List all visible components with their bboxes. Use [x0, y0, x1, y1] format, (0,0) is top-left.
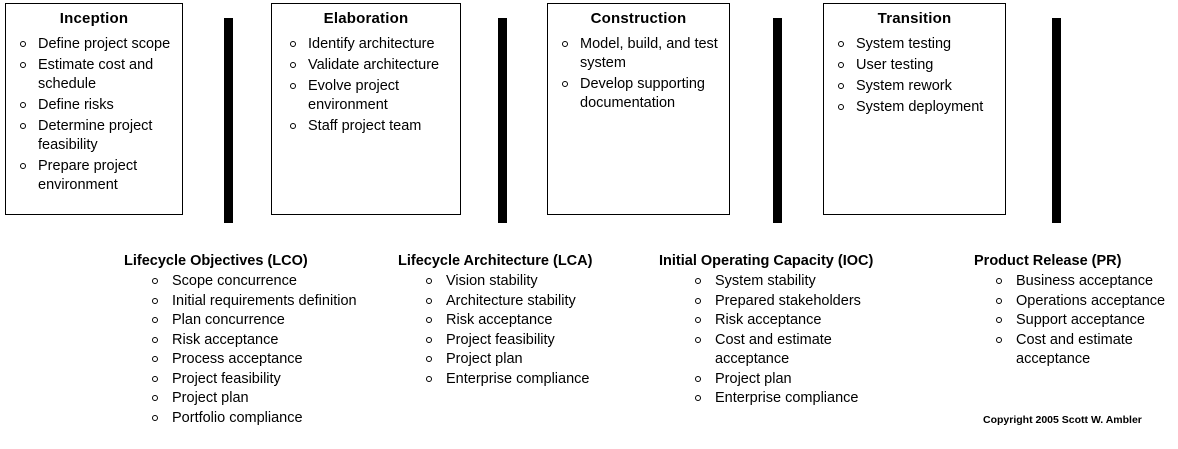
list-item: Vision stability [424, 272, 640, 292]
list-item: Prepare project environment [16, 157, 174, 195]
list-item: Define project scope [16, 35, 174, 54]
phase-items-inception [6, 35, 182, 195]
list-item: System stability [693, 272, 931, 292]
phase-box-inception [5, 3, 183, 215]
list-item: Scope concurrence [150, 272, 366, 292]
list-item: Support acceptance [994, 311, 1170, 331]
milestone-bar-lca [498, 18, 507, 223]
list-item: Enterprise compliance [693, 389, 931, 409]
milestone-items-lca [398, 272, 648, 389]
list-item: System deployment [834, 98, 997, 117]
list-item: Determine project feasibility [16, 117, 174, 155]
phase-items-transition [824, 35, 1005, 117]
list-item: Estimate cost and schedule [16, 56, 174, 94]
milestone-bar-pr [1052, 18, 1061, 223]
list-item: Identify architecture [286, 35, 452, 54]
list-item: System rework [834, 77, 997, 96]
milestone-lco [124, 253, 374, 428]
phase-title-inception: Inception [59, 10, 129, 27]
list-item: Risk acceptance [150, 331, 366, 351]
list-item: Project feasibility [424, 331, 640, 351]
list-item: Initial requirements definition [150, 292, 366, 312]
list-item: Prepared stakeholders [693, 292, 931, 312]
list-item: Develop supporting documentation [558, 75, 721, 113]
list-item: Plan concurrence [150, 311, 366, 331]
phase-box-transition [823, 3, 1006, 215]
milestone-items-ioc [659, 272, 939, 409]
phase-title-transition: Transition [877, 10, 952, 27]
list-item: Risk acceptance [424, 311, 640, 331]
list-item: Operations acceptance [994, 292, 1170, 312]
list-item: Enterprise compliance [424, 370, 640, 390]
list-item: Project feasibility [150, 370, 366, 390]
list-item: Define risks [16, 96, 174, 115]
list-item: Cost and estimate acceptance [994, 331, 1151, 370]
milestone-title-lca: Lifecycle Architecture (LCA) [398, 253, 593, 269]
list-item: Project plan [150, 389, 366, 409]
phase-items-construction [548, 35, 729, 113]
milestone-title-lco: Lifecycle Objectives (LCO) [124, 253, 308, 269]
list-item: Staff project team [286, 117, 452, 136]
list-item: Model, build, and test system [558, 35, 721, 73]
list-item: Project plan [424, 350, 640, 370]
list-item: Architecture stability [424, 292, 640, 312]
list-item: System testing [834, 35, 997, 54]
phase-box-elaboration [271, 3, 461, 215]
phase-items-elaboration [272, 35, 460, 136]
list-item: Project plan [693, 370, 931, 390]
list-item: Evolve project environment [286, 77, 452, 115]
list-item: User testing [834, 56, 997, 75]
list-item: Validate architecture [286, 56, 452, 75]
phase-title-elaboration: Elaboration [323, 10, 409, 27]
copyright-notice: Copyright 2005 Scott W. Ambler [983, 414, 1142, 426]
milestone-ioc [659, 253, 939, 409]
milestone-lca [398, 253, 648, 389]
milestone-bar-lco [224, 18, 233, 223]
list-item: Portfolio compliance [150, 409, 366, 429]
milestone-bar-ioc [773, 18, 782, 223]
milestone-items-pr [974, 272, 1178, 370]
milestone-items-lco [124, 272, 374, 428]
list-item: Process acceptance [150, 350, 366, 370]
list-item: Business acceptance [994, 272, 1170, 292]
milestone-title-pr: Product Release (PR) [974, 253, 1122, 269]
phase-title-construction: Construction [590, 10, 687, 27]
milestone-title-ioc: Initial Operating Capacity (IOC) [659, 253, 874, 269]
phase-box-construction [547, 3, 730, 215]
list-item: Cost and estimate acceptance [693, 331, 865, 370]
milestone-pr [974, 253, 1178, 370]
list-item: Risk acceptance [693, 311, 931, 331]
